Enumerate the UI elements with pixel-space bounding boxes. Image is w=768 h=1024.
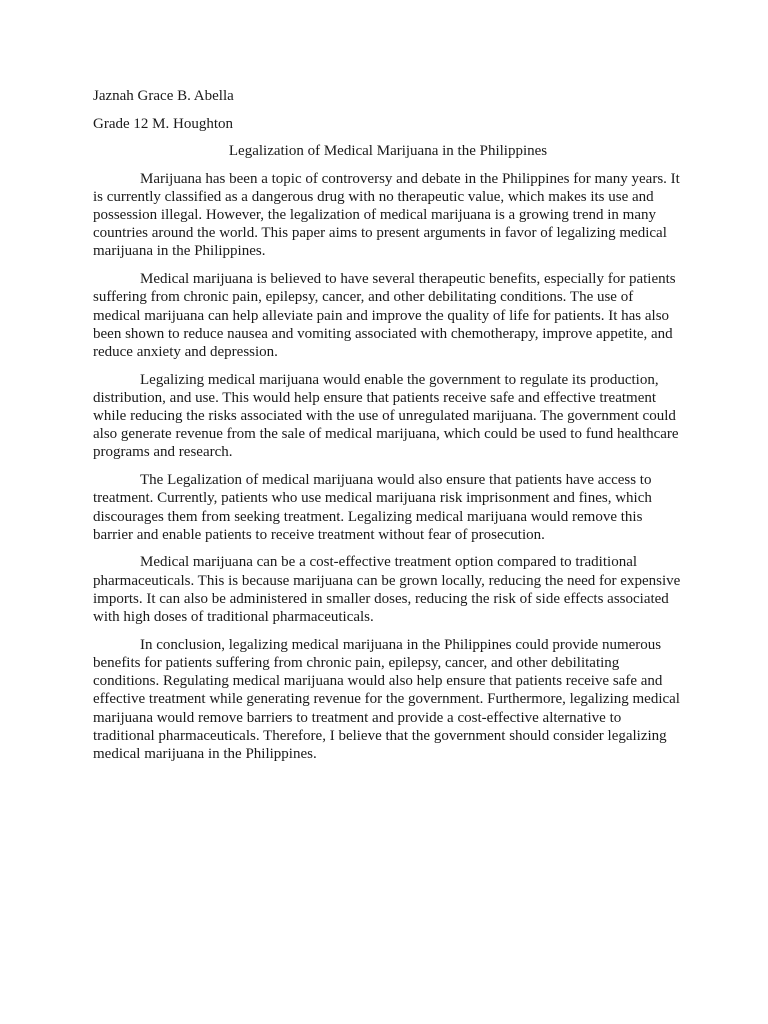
paragraph-cost-effective: Medical marijuana can be a cost-effective treatment option compared to traditional pharmaceuticals. This is because marijuana can be grown locally, reducing the need for expensive imports. It can also be administered in smaller doses, reducing the risk of side effects associated with high doses of traditional pharmaceuticals.	[93, 554, 681, 626]
paragraph-regulation: Legalizing medical marijuana would enable the government to regulate its production, distribution, and use. This would help ensure that patients receive safe and effective treatment while reducing the risks associated with the use of unregulated marijuana. The government could also generate revenue from the sale of medical marijuana, which could be used to fund healthcare programs and research.	[93, 371, 679, 461]
paragraph-introduction: Marijuana has been a topic of controversy and debate in the Philippines for many years. It is currently classified as a dangerous drug with no therapeutic value, which makes its use and possession illegal. However, the legalization of medical marijuana is a growing trend in many countries around the world. This paper aims to present arguments in favor of legalizing medical marijuana in the Philippines.	[93, 170, 680, 260]
paragraph-therapeutic-benefits: Medical marijuana is believed to have several therapeutic benefits, especially for patients suffering from chronic pain, epilepsy, cancer, and other debilitating conditions. The use of medical marijuana can help alleviate pain and improve the quality of life for patients. It has also been shown to reduce nausea and vomiting associated with chemotherapy, improve appetite, and reduce anxiety and depression.	[93, 271, 676, 360]
class-info: Grade 12 M. Houghton	[93, 115, 233, 132]
paragraph-access: The Legalization of medical marijuana would also ensure that patients have access to treatment. Currently, patients who use medical marijuana risk imprisonment and fines, which discourages them from seeking treatment. Legalizing medical marijuana would remove this barrier and enable patients to receive treatment without fear of prosecution.	[93, 472, 652, 543]
document-title: Legalization of Medical Marijuana in the Philippines	[228, 143, 548, 160]
document-page	[93, 87, 683, 773]
paragraph-conclusion: In conclusion, legalizing medical marijuana in the Philippines could provide numerous benefits for patients suffering from chronic pain, epilepsy, cancer, and other debilitating conditions. Regulating medical marijuana would also help ensure that patients receive safe and effective treatment while generating revenue for the government. Furthermore, legalizing medical marijuana would remove barriers to treatment and provide a cost-effective alternative to traditional pharmaceuticals. Therefore, I believe that the government should consider legalizing medical marijuana in the Philippines.	[93, 636, 680, 762]
author-name: Jaznah Grace B. Abella	[93, 88, 234, 104]
